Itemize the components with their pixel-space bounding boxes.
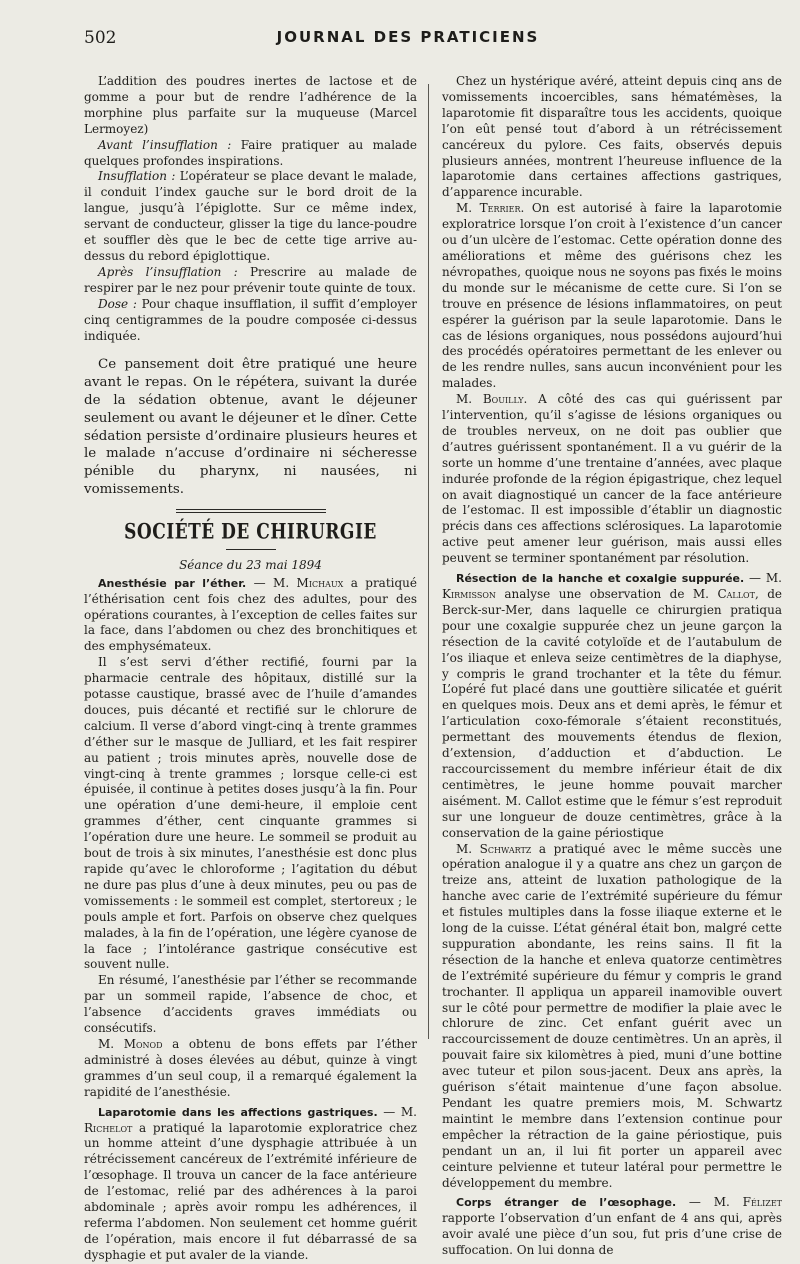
paragraph-text: Prescrire au malade de respirer par le nez pour prévenir toute quinte de toux. (84, 264, 418, 295)
paragraph-anesthesie (84, 576, 417, 656)
lead-in-label: Dose : (98, 296, 137, 311)
section-separator (176, 509, 326, 513)
surgeon-name: Richelot (84, 1120, 133, 1135)
paragraph-terrier (442, 201, 782, 392)
column-divider (428, 84, 429, 1039)
paragraph-ether-method: Il s’est servi d’éther rectifié, fourni par la pharmacie centrale des hôpitaux, distillé sur la potasse caustique, brassé avec de l’huile d’amandes douces, puis décanté et rectifié sur le chlorure de calcium. Il verse d’abord vingt-cinq à trente grammes d’éther sur le masque de Julliard, et les fait respirer au patient ; trois minutes après, nouvelle dose de vingt-cinq à trente grammes ; lorsque celle-ci est épuisée, il continue à petites doses jusqu’à la fin. Pour une opération d’une demi-heure, il emploie cent grammes d’éther, cent cinquante grammes si l’opération dure une heure. Le sommeil se produit au bout de trois à six minutes, l’anesthésie est donc plus rapide qu’avec le chloroforme ; l’agitation du début ne dure pas plus d’une à deux minutes, peu ou pas de vomissements : le sommeil est complet, stertoreux ; le pouls ample et fort. Parfois on observe chez quelques malades, à la fin de l’opération, une légère cyanose de la face ; l’intolérance gastrique consécutive est souvent nulle. (84, 655, 417, 972)
right-column (442, 74, 782, 1259)
paragraph-text: a obtenu de bons effets par l’éther administré à doses élevées au début, quinze à vingt grammes d’un seul coup, il a remarqué également la rapidité de l’anesthésie. (84, 1036, 417, 1099)
rubric-heading: Laparotomie dans les affections gastriques. (98, 1105, 378, 1119)
paragraph-text: analyse une observation de M. (495, 587, 718, 601)
journal-title: JOURNAL DES PRATICIENS (276, 28, 540, 46)
paragraph-text: L’opérateur se place devant le malade, il conduit l’index gauche sur le bord droit de la langue, jusqu’à l’épiglotte. Sur ce même index, servant de conducteur, glisser la tige du lance-poudre et souffler dès que le bec de cette tige arrive au-dessus du rebord épiglottique. (84, 169, 417, 263)
left-column (84, 74, 417, 1264)
paragraph-text: Pour chaque insufflation, il suffit d’employer cinq centigrammes de la poudre composée ci-dessus indiquée. (84, 296, 417, 343)
lead-in-label: Après l’insufflation : (98, 264, 238, 279)
paragraph-bouilly (442, 392, 782, 567)
paragraph-avant-insufflation (84, 138, 417, 170)
prefix: M. (456, 392, 483, 407)
page-header (84, 28, 732, 48)
dash: — M. (246, 575, 297, 590)
paragraph-text: , de Berck-sur-Mer, dans laquelle ce chirurgien pratiqua pour une coxalgie suppurée chez un jeune garçon la résection de la cavité cotyloïde et de l’autabulum de l’os iliaque et enleva seize centimètres de la diaphyse, y compris le grand trochanter et la tête du fémur. L’opéré fut placé dans une gouttière silicatée et guérit en quelques mois. Deux ans et demi après, le fémur et l’articulation coxo-fémorale s’étaient reconstitués, permettant des mouvements étendus de flexion, d’extension, d’adduction et d’abduction. Le raccourcissement du membre inférieur était de dix centimètres, le jeune homme pouvait marcher aisément. M. Callot estime que le fémur s’est reproduit sur une longueur de douze centimètres, grâce à la conservation de la gaine périostique (442, 587, 782, 840)
paragraph-apres-insufflation (84, 265, 417, 297)
paragraph-corps-etranger (442, 1195, 782, 1259)
dash: — M. (676, 1195, 743, 1210)
surgeon-name: Félizet (742, 1195, 783, 1210)
rubric-heading: Anesthésie par l’éther. (98, 576, 247, 590)
paragraph-resection-hanche (442, 571, 782, 841)
paragraph-schwartz (442, 842, 782, 1192)
lead-in-label: Insufflation : (98, 169, 176, 184)
prefix: M. (456, 841, 480, 856)
section-title: SOCIÉTÉ DE CHIRURGIE (124, 519, 377, 545)
rubric-heading: Résection de la hanche et coxalgie suppurée. (456, 572, 745, 586)
paragraph-text: . On est autorisé à faire la laparotomie exploratrice lorsque l’on croit à l’existence d’un cancer ou d’un ulcère de l’estomac. Cette opération donne des améliorations et même des guérisons chez les névropathes, quoique nous ne soyons pas fixés le moins du monde sur le mécanisme de cette cure. Si l’on se trouve en présence de lésions inflammatoires, on peut espérer la guérison par la seule laparotomie. Dans le cas de lésions organiques, nous possédons aujourd’hui des procédés opératoires permettant de les enlever ou de les rendre nulles, sans aucun inconvénient pour les malades. (442, 201, 782, 391)
paragraph-text: . A côté des cas qui guérissent par l’intervention, qu’il s’agisse de lésions organiques ou de troubles nerveux, on ne doit pas oublier que d’autres guérissent spontanément. Il a vu guérir de la sorte un homme d’une trentaine d’années, avec plaque indurée profonde de la région épigastrique, chez lequel on avait diagnostiqué un cancer de la face antérieure de l’estomac. Il est impossible d’établir un diagnostic précis dans ces affections sclérosiques. La laparotomie active peut amener leur guérison, mais aussi elles peuvent se terminer spontanément par résolution. (442, 392, 782, 566)
paragraph-insufflation (84, 169, 417, 264)
page-number: 502 (84, 28, 117, 48)
dash: — M. (377, 1104, 418, 1119)
prefix: M. (98, 1036, 124, 1051)
lead-in-label: Avant l’insufflation : (98, 137, 232, 152)
paragraph-monod (84, 1037, 417, 1101)
paragraph-text: a pratiqué la laparotomie exploratrice chez un homme atteint d’une dysphagie attribuée à un rétrécissement cancéreux de l’extrémité inférieure de l’œsophage. Il trouva un cancer de la face antérieure de l’estomac, relié par des adhérences à la paroi abdominale ; après avoir rompu les adhérences, il referma l’abdomen. Non seulement cet homme guérit de l’opération, mais encore il fut débarrassé de sa dysphagie et put avaler de la viande. (84, 1120, 417, 1262)
surgeon-name: Callot (717, 587, 755, 601)
paragraph-text: rapporte l’observation d’un enfant de 4 ans qui, après avoir avalé une pièce d’un sou, fut pris d’une crise de suffocation. On lui donna de (442, 1211, 782, 1258)
paragraph-resume: En résumé, l’anesthésie par l’éther se recommande par un sommeil rapide, l’absence de choc, et l’absence d’accidents graves immédiats ou consécutifs. (84, 973, 417, 1036)
title-rule (226, 549, 276, 550)
paragraph-pansement: Ce pansement doit être pratiqué une heure avant le repas. On le répétera, suivant la durée de la sédation obtenue, avant le déjeuner seulement ou avant le déjeuner et le dîner. Cette sédation persiste d’ordinaire plusieurs heures et le malade n’accuse d’ordinaire ni sécheresse pénible du pharynx, ni nausées, ni vomissements. (84, 357, 417, 497)
session-date: Séance du 23 mai 1894 (179, 557, 322, 572)
surgeon-name: Kirmisson (442, 587, 496, 601)
paragraph-text: Faire pratiquer au malade quelques profondes inspirations. (84, 137, 417, 168)
dash: — M. (744, 571, 782, 586)
paragraph-dose (84, 297, 417, 345)
paragraph-text: a pratiqué avec le même succès une opération analogue il y a quatre ans chez un garçon de treize ans, atteint de luxation pathologique de la hanche avec carie de l’extrémité supérieure du fémur et fistules multiples dans la fosse iliaque externe et le long de la cuisse. L’état général était bon, malgré cette suppuration abondante, les reins sains. Il fit la résection de la hanche et enleva quatorze centimètres de l’extrémité supérieure du fémur y compris le grand trochanter. Il appliqua un appareil inamovible ouvert sur le côté pour permettre de modifier la plaie avec le chlorure de zinc. Cet enfant guérit avec un raccourcissement de douze centimètres. Un an après, il pouvait faire six kilomètres à pied, muni d’une bottine avec tuteur et pilon sous-jacent. Deux ans après, la guérison s’était maintenue d’une façon absolue. Pendant les quatre premiers mois, M. Schwartz maintint le membre dans l’extension continue pour empêcher la rétraction de la gaine périostique, puis pendant un an, il lui fit porter un appareil avec ceinture pelvienne et tuteur latéral pour permettre le développement du membre. (442, 841, 782, 1190)
rubric-heading: Corps étranger de l’œsophage. (456, 1196, 677, 1210)
paragraph-lactose: L’addition des poudres inertes de lactose et de gomme a pour but de rendre l’adhérence de la morphine plus parfaite sur la muqueuse (Marcel Lermoyez) (84, 74, 417, 136)
prefix: M. (456, 201, 480, 216)
paragraph-laparotomie (84, 1105, 417, 1264)
surgeon-name: Terrier (479, 201, 521, 216)
paragraph-hysterique: Chez un hystérique avéré, atteint depuis cinq ans de vomissements incoercibles, sans hématémèses, la laparotomie fit disparaître tous les accidents, quoique l’on eût pensé tout d’abord à un rétrécissement cancéreux du pylore. Ces faits, observés depuis plusieurs années, montrent l’heureuse influence de la laparotomie dans certaines affections gastriques, d’apparence incurable. (442, 74, 782, 200)
surgeon-name: Schwartz (479, 841, 532, 856)
surgeon-name: Bouilly (482, 392, 524, 407)
paragraph-text: a pratiqué l’éthérisation cent fois chez des adultes, pour des opérations courantes, à l’exception de celles faites sur la face, dans l’abdomen ou chez des bronchitiques et des emphysémateux. (84, 575, 418, 654)
surgeon-name: Michaux (296, 575, 344, 590)
surgeon-name: Monod (123, 1036, 163, 1051)
